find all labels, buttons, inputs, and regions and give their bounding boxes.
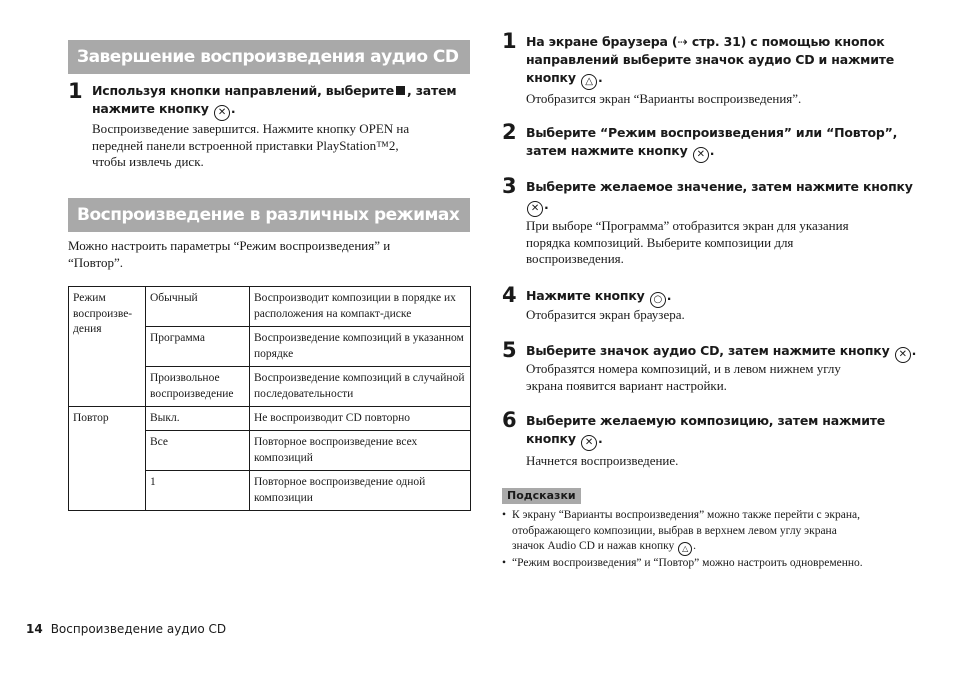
page-number: 14 bbox=[26, 622, 43, 636]
step-heading: На экране браузера (⇢ стр. 31) с помощью кнопок направлений выберите значок аудио CD и нажмите кнопку △ . bbox=[526, 33, 894, 90]
step-number: 6 bbox=[502, 408, 517, 432]
table-cell-option: Программа bbox=[146, 327, 250, 367]
hint-item: • “Режим воспроизведения” и “Повтор” можно настроить одновременно. bbox=[502, 556, 863, 572]
step-body: Отобразится экран “Варианты воспроизведения”. bbox=[526, 91, 802, 106]
table-cell-group: Режим воспроизве-дения bbox=[69, 287, 146, 407]
table-cell-option: 1 bbox=[146, 471, 250, 511]
step-body: Начнется воспроизведение. bbox=[526, 453, 679, 468]
step-number: 1 bbox=[502, 29, 517, 53]
cross-button-icon: ✕ bbox=[693, 147, 709, 163]
section-title-play-modes: Воспроизведение в различных режимах bbox=[68, 198, 470, 232]
circle-button-icon: ○ bbox=[650, 292, 666, 308]
table-row bbox=[69, 287, 471, 327]
cross-button-icon: ✕ bbox=[527, 201, 543, 217]
step-heading: Выберите желаемую композицию, затем нажмите кнопку ✕ . bbox=[526, 412, 885, 451]
step-body: При выборе “Программа” отобразится экран для указания порядка композиций. Выберите композиции для воспроизведения. bbox=[526, 218, 849, 266]
table-row bbox=[69, 407, 471, 431]
step-heading: Выберите значок аудио CD, затем нажмите кнопку ✕ . bbox=[526, 342, 916, 363]
cross-button-icon: ✕ bbox=[895, 347, 911, 363]
intro-paragraph: Можно настроить параметры “Режим воспроизведения” и “Повтор”. bbox=[68, 238, 391, 270]
bullet: • bbox=[502, 509, 507, 521]
table-cell-option: Выкл. bbox=[146, 407, 250, 431]
section-title-stop-playback: Завершение воспроизведения аудио CD bbox=[68, 40, 470, 74]
triangle-button-icon: △ bbox=[581, 74, 597, 90]
step-heading: Нажмите кнопку ○ . bbox=[526, 287, 671, 308]
cross-button-icon: ✕ bbox=[581, 435, 597, 451]
table-cell-option: Произвольное воспроизведение bbox=[146, 367, 250, 407]
table-cell-desc: Воспроизведение композиций в указанном порядке bbox=[250, 327, 471, 367]
step-number: 2 bbox=[502, 120, 517, 144]
step-number: 5 bbox=[502, 338, 517, 362]
hint-item: • К экрану “Варианты воспроизведения” можно также перейти с экрана, отображающего композиции, выбрав в верхнем левом углу экрана значок Audio CD и нажав кнопку △ . bbox=[502, 508, 932, 556]
stop-square-icon bbox=[396, 86, 405, 95]
footer-title: Воспроизведение аудио CD bbox=[50, 622, 227, 636]
triangle-button-icon: △ bbox=[678, 542, 692, 556]
step-number: 3 bbox=[502, 174, 517, 198]
table-cell-desc: Не воспроизводит CD повторно bbox=[250, 407, 471, 431]
step-body: Отобразится экран браузера. bbox=[526, 307, 685, 322]
bullet: • bbox=[502, 557, 507, 569]
table-cell-desc: Воспроизведение композиций в случайной последовательности bbox=[250, 367, 471, 407]
hints-label: Подсказки bbox=[502, 488, 581, 504]
table-cell-desc: Повторное воспроизведение одной композиции bbox=[250, 471, 471, 511]
page-footer bbox=[26, 622, 226, 636]
table-cell-desc: Воспроизводит композиции в порядке их расположения на компакт-диске bbox=[250, 287, 471, 327]
page-ref-arrow-icon: ⇢ bbox=[677, 34, 688, 49]
step-body: Отобразятся номера композиций, и в левом нижнем углу экрана появится вариант настройки. bbox=[526, 361, 841, 393]
step-heading: Выберите желаемое значение, затем нажмите кнопку ✕ . bbox=[526, 178, 913, 217]
step-heading: Выберите “Режим воспроизведения” или “Повтор”, затем нажмите кнопку ✕ . bbox=[526, 124, 897, 163]
table-cell-option: Все bbox=[146, 431, 250, 471]
cross-button-icon: ✕ bbox=[214, 105, 230, 121]
step-heading: Используя кнопки направлений, выберите , затем нажмите кнопку ✕ . bbox=[92, 82, 456, 121]
table-cell-group: Повтор bbox=[69, 407, 146, 511]
step-number: 1 bbox=[68, 79, 83, 103]
step-number: 4 bbox=[502, 283, 517, 307]
table-cell-option: Обычный bbox=[146, 287, 250, 327]
table-cell-desc: Повторное воспроизведение всех композиций bbox=[250, 431, 471, 471]
step-body: Воспроизведение завершится. Нажмите кнопку OPEN на передней панели встроенной приставки PlayStation™2, чтобы извлечь диск. bbox=[92, 121, 410, 169]
play-modes-table bbox=[68, 286, 471, 511]
